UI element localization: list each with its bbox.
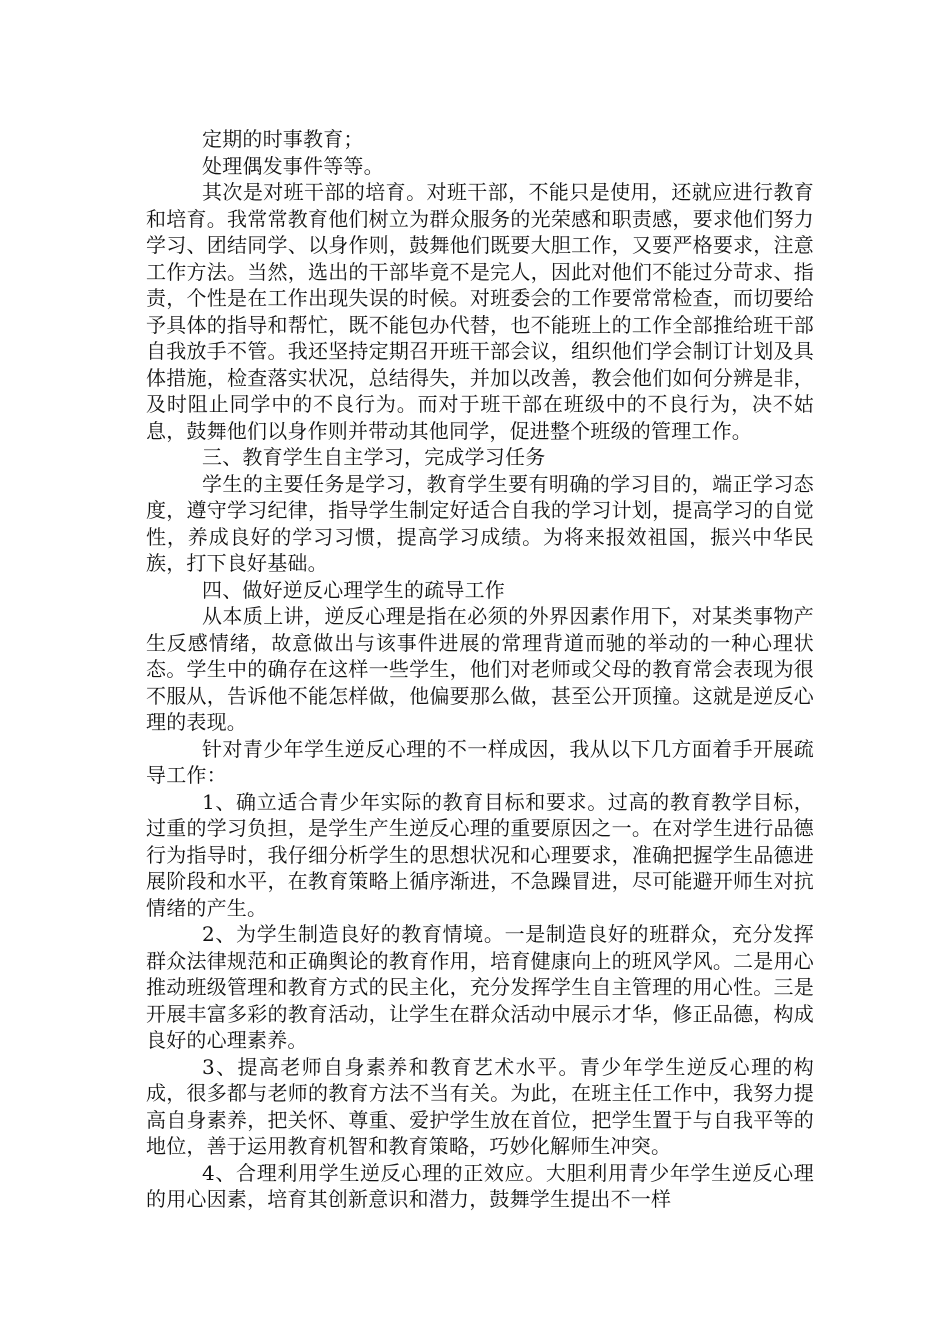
document-page (146, 126, 814, 1213)
paragraph: 定期的时事教育； (202, 127, 364, 151)
list-item: 1、确立适合青少年实际的教育目标和要求。过高的教育教学目标，过重的学习负担，是学生产生逆反心理的重要原因之一。在对学生进行品德行为指导时，我仔细分析学生的思想状况和心理要求，准确把握学生品德进展阶段和水平，在教育策略上循序渐进，不急躁冒进，尽可能避开师生对抗情绪的产生。 (146, 789, 814, 920)
list-item: 3、提高老师自身素养和教育艺术水平。青少年学生逆反心理的构成，很多都与老师的教育方法不当有关。为此，在班主任工作中，我努力提高自身素养，把关怀、尊重、爱护学生放在首位，把学生置于与自我平等的地位，善于运用教育机智和教育策略，巧妙化解师生冲突。 (146, 1054, 814, 1158)
paragraph: 学生的主要任务是学习，教育学生要有明确的学习目的，端正学习态度，遵守学习纪律，指导学生制定好适合自我的学习计划，提高学习的自觉性，养成良好的学习习惯，提高学习成绩。为将来报效祖国，振兴中华民族，打下良好基础。 (146, 471, 814, 575)
paragraph: 处理偶发事件等等。 (202, 153, 384, 178)
paragraph: 其次是对班干部的培育。对班干部，不能只是使用，还就应进行教育和培育。我常常教育他们树立为群众服务的光荣感和职责感，要求他们努力学习、团结同学、以身作则，鼓舞他们既要大胆工作，又要严格要求，注意工作方法。当然，选出的干部毕竟不是完人，因此对他们不能过分苛求、指责，个性是在工作出现失误的时候。对班委会的工作要常常检查，而切要给予具体的指导和帮忙，既不能包办代替，也不能班上的工作全部推给班干部自我放手不管。我还坚持定期召开班干部会议，组织他们学会制订计划及具体措施，检查落实状况，总结得失，并加以改善，教会他们如何分辨是非，及时阻止同学中的不良行为。而对于班干部在班级中的不良行为，决不姑息，鼓舞他们以身作则并带动其他同学，促进整个班级的管理工作。 (146, 180, 814, 443)
paragraph: 针对青少年学生逆反心理的不一样成因，我从以下几方面着手开展疏导工作： (146, 736, 814, 787)
section-heading: 四、做好逆反心理学生的疏导工作 (202, 577, 505, 602)
list-item: 2、为学生制造良好的教育情境。一是制造良好的班群众，充分发挥群众法律规范和正确舆论的教育作用，培育健康向上的班风学风。二是用心推动班级管理和教育方式的民主化，充分发挥学生自主管理的用心性。三是开展丰富多彩的教育活动，让学生在群众活动中展示才华，修正品德，构成良好的心理素养。 (146, 922, 814, 1052)
section-heading: 三、教育学生自主学习，完成学习任务 (202, 445, 546, 469)
list-item: 4、合理利用学生逆反心理的正效应。大胆利用青少年学生逆反心理的用心因素，培育其创新意识和潜力，鼓舞学生提出不一样 (146, 1160, 814, 1211)
paragraph: 从本质上讲，逆反心理是指在必须的外界因素作用下，对某类事物产生反感情绪，故意做出与该事件进展的常理背道而驰的举动的一种心理状态。学生中的确存在这样一些学生，他们对老师或父母的教育常会表现为很不服从，告诉他不能怎样做，他偏要那么做，甚至公开顶撞。这就是逆反心理的表现。 (146, 604, 814, 734)
